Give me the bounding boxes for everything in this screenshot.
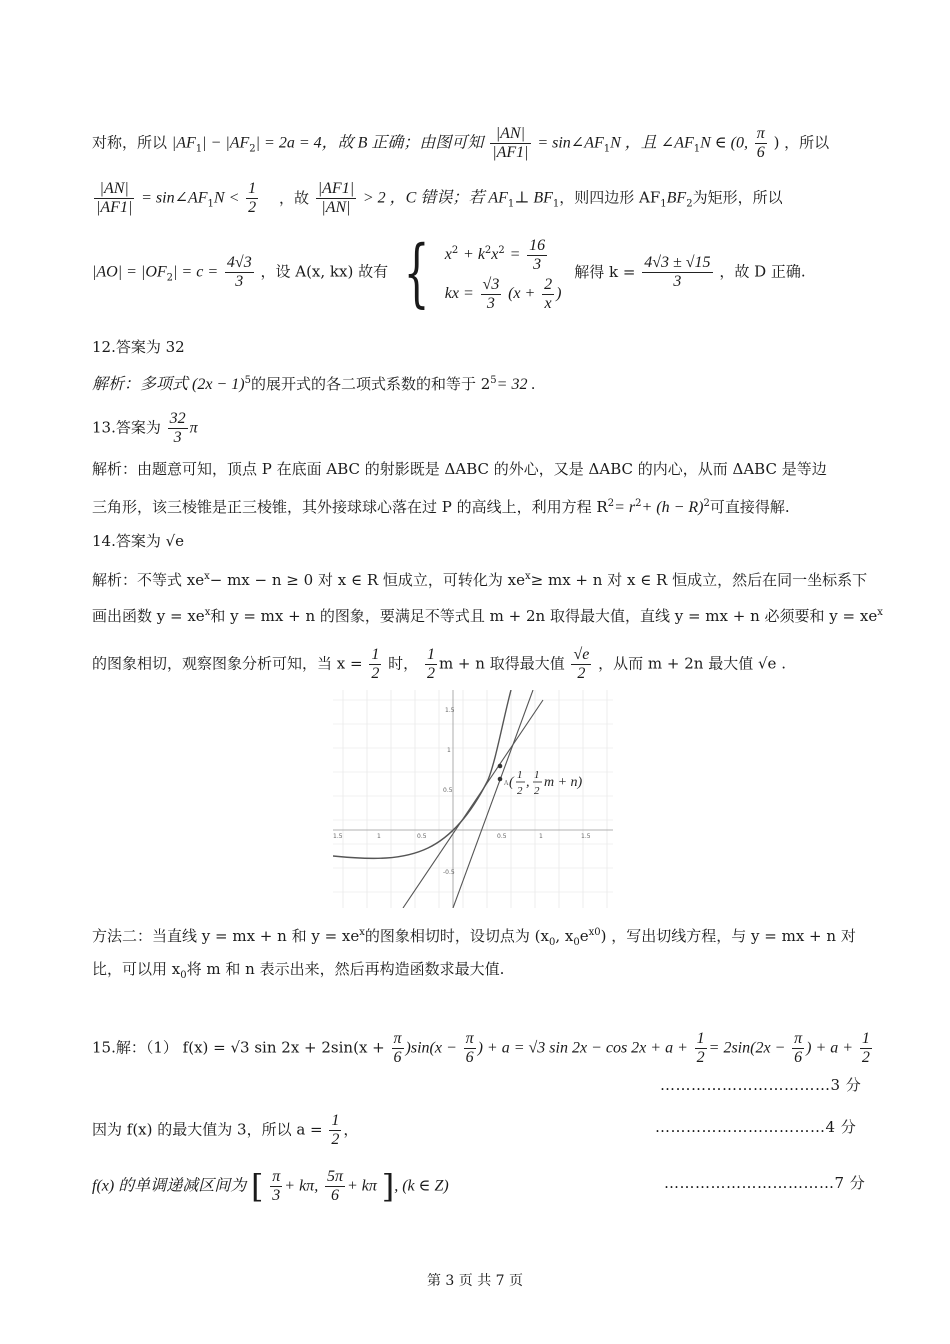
math: = [509,246,521,263]
score-3: ……………………………3 分 [660,1076,862,1094]
fraction-af1-an [316,180,356,217]
text: 13.答案为 [92,418,161,437]
den: 6 [465,1049,474,1066]
num: |AN| [490,125,530,144]
sub: 0 [548,937,556,948]
fraction-1-2 [369,646,381,683]
fraction-16-3 [527,237,547,274]
equation-system [445,232,562,313]
page-footer: 第 3 页 共 7 页 [426,1273,524,1289]
graph-bg [333,690,613,908]
line-system [92,229,862,316]
sub: 1 [195,143,203,155]
text: 解得 k = [574,262,636,281]
sub: 1 [552,198,560,210]
math: + (h − R) [641,499,704,516]
num: 1 [371,646,380,663]
num: 1 [248,180,257,197]
den: 2 [331,1131,340,1148]
math: + kπ, [284,1177,319,1195]
solution-15-line1 [92,1030,870,1067]
num: 16 [529,236,546,254]
num: 1 [861,1030,870,1047]
num: |AF1| [317,180,355,197]
text: 和 y = mx + n 的图象，要满足不等式且 m + 2n 取得最大值，直线 y = mx + n 必须要和 y = xe [210,607,878,625]
math: (x + [508,285,536,302]
method-two-line2 [92,958,862,987]
math: N ∈ (0, [700,134,748,152]
fraction-1-2 [329,1112,341,1149]
sup: 2 [451,245,459,256]
fraction-pi-6 [792,1030,804,1067]
sup: 5 [490,375,497,386]
math: | − |AF [202,134,250,152]
comma: , [526,775,530,790]
fraction-root3-3 [481,276,502,313]
tick-x: 1 [377,833,381,840]
den: 2 [248,199,257,216]
num: π [272,1168,281,1185]
sup: x [525,571,531,582]
fraction-1-2 [425,646,437,683]
analysis-13-line2 [92,493,862,519]
fraction-1-2 [860,1030,872,1067]
sup: 2 [703,498,710,509]
math: N < [213,189,240,207]
sub: 1 [507,198,515,210]
text: ，故 D 正确. [719,262,806,281]
text: 解析：多项式 (2x − 1) [92,376,245,393]
den: 2 [577,665,586,682]
tick-x: 1.5 [333,833,343,840]
text: 的图象相切，观察图象分析可知，当 x = [92,654,363,673]
num: 1 [696,1030,705,1047]
num: π [393,1030,402,1047]
sub: 1 [693,143,701,155]
sup: 5 [244,375,251,386]
fraction-pi-6 [755,125,767,162]
sup: 2 [607,498,615,509]
num: 4√3 [226,254,252,271]
score-4: ……………………………4 分 [655,1118,857,1136]
answer-12: 12.答案为 32 [92,338,185,356]
tick-x: 0.5 [497,833,507,840]
fraction-1-2 [246,180,258,217]
analysis-13-line1: 解析：由题意可知，顶点 P 在底面 ABC 的射影既是 ΔABC 的外心，又是 ΔABC 的内心，从而 ΔABC 是等边 [92,460,827,478]
math: x [444,246,452,263]
sub: 0 [180,970,187,981]
num: 1 [517,769,523,781]
num: |AN| [94,180,134,199]
text: 三角形，该三棱锥是正三棱锥，其外接球球心落在过 P 的高线上，利用方程 R [92,498,608,516]
text: 对称，所以 [92,133,168,152]
fraction-an-af1 [94,180,134,217]
sub: 2 [166,272,174,284]
tick-x: 1 [539,833,543,840]
num: 1 [331,1112,340,1129]
text: 方法二：当直线 y = mx + n 和 y = xe [92,927,360,945]
num: 32 [169,410,186,427]
den: 3 [486,294,495,312]
sup: 2 [484,245,492,256]
math: = 2sin(2x − [708,1039,786,1057]
analysis-14-line3 [92,646,862,683]
bracket-right: ] [381,1167,395,1206]
text: 因为 f(x) 的最大值为 3，所以 a = [92,1120,323,1139]
den: 6 [330,1187,339,1204]
tangent-point-a [498,777,503,782]
num: 2 [544,275,553,293]
den: 3 [533,255,542,273]
num: π [756,125,765,142]
sup: 2 [498,245,505,256]
sup: x [204,571,210,582]
den: |AN| [321,199,351,216]
sup: x [359,927,365,938]
line-symmetry [92,125,862,162]
den: 6 [794,1049,803,1066]
text: ，设 A(x, kx) 故有 [260,262,389,281]
math: x [491,246,499,263]
math: |AF [171,134,196,152]
sub: 2 [249,143,256,155]
tick-x: 0.5 [417,833,427,840]
sup: x0 [588,927,601,938]
text: 画出函数 y = xe [92,607,205,625]
sup: x [204,607,211,618]
tick-y: 1.5 [445,707,455,714]
tick-x: 1.5 [581,833,591,840]
math: > 2 ，C 错误；若 AF [362,189,508,207]
bracket-left: [ [251,1167,264,1206]
sub: 1 [603,143,611,155]
num: π [794,1030,803,1047]
text: 解析：不等式 xe [92,571,205,589]
fraction-4root3-3 [225,254,254,291]
method-two-line1 [92,922,862,954]
math: + k [463,246,485,263]
text: ， [343,1120,359,1139]
math: ) [556,285,562,302]
score-7: ……………………………7 分 [664,1174,866,1192]
math: = sin∠AF [537,134,604,152]
math: )sin(x − [405,1039,457,1057]
den: 6 [756,144,765,161]
text: 将 m 和 n 表示出来，然后再构造函数求最大值. [186,960,505,978]
analysis-14-line2 [92,602,883,627]
text: f(x) 的单调递减区间为 [92,1177,247,1195]
den: 2 [861,1049,870,1066]
text: ) ，所以 [773,133,830,152]
den: 6 [393,1049,402,1066]
den: 2 [371,665,380,682]
num: 1 [534,769,540,781]
fraction-k-solution [642,254,712,291]
math: kx = [444,285,474,302]
den: 2 [534,785,540,797]
fraction-pi-3 [270,1168,282,1205]
math: BF [666,189,687,207]
math: π [189,419,198,437]
text: , x [555,927,574,945]
fraction-2-x [542,276,554,313]
sub: 0 [573,937,580,948]
fraction-pi-6 [392,1030,404,1067]
num: 4√3 ± √15 [644,254,711,271]
equation-2 [445,274,562,313]
math: + kπ [347,1177,377,1195]
text: 的图象相切时，设切点为 (x [364,927,549,945]
system-brace: { [403,229,430,316]
tick-y: 0.5 [443,787,453,794]
text: ≥ mx + n 对 x ∈ R 恒成立，然后在同一坐标系下 [530,571,868,589]
text: − mx − n ≥ 0 对 x ∈ R 恒成立，可转化为 xe [209,571,525,589]
tangent-graph [333,690,613,908]
fraction-pi-6 [464,1030,476,1067]
fraction-roote-2 [571,646,591,683]
den: 2 [696,1049,705,1066]
num: √e [573,646,590,663]
text: 比，可以用 x [92,960,181,978]
math: ) + a = √3 sin 2x − cos 2x + a + [477,1039,688,1057]
tick-y: 1 [447,747,451,754]
fraction-5pi-6 [325,1168,345,1205]
num: √3 [482,275,500,293]
text: = 32 . [496,376,536,393]
den: x [544,294,552,312]
fraction-1-2 [695,1030,707,1067]
math: | = 2a = 4，故 B 正确；由图可知 [255,134,484,152]
math: N ，且 ∠AF [610,134,694,152]
text: ，则四边形 AF [559,188,661,207]
text: 时， [388,654,419,673]
sup: x [877,607,883,618]
text: ，故 [278,188,309,207]
analysis-14-line1 [92,566,868,591]
math: = sin∠AF [141,189,208,207]
sup: 2 [635,498,642,509]
math: ⊥ BF [514,189,553,207]
math: ) + a + [806,1039,854,1057]
line-sin-angle [92,180,862,217]
text: ) ，写出切线方程，与 y = mx + n 对 [600,927,856,945]
tick-y: -0.5 [443,869,455,876]
intersection-point [498,764,503,769]
num: π [465,1030,474,1047]
sub: 2 [686,198,693,210]
math: |AO| = |OF [92,263,167,281]
text: 15.解：（1） f(x) = √3 sin 2x + 2sin(x + [92,1038,385,1057]
text: 可直接得解. [709,498,790,516]
text: m + n 取得最大值 [438,654,565,673]
math: = r [614,499,636,516]
analysis-12 [92,370,862,396]
den: 2 [517,785,523,797]
sub: 1 [207,198,214,210]
num: 1 [426,646,435,663]
text: 为矩形，所以 [692,188,783,207]
point-label-a: A [504,780,509,787]
den: |AF1| [96,199,133,216]
den: 2 [426,665,435,682]
sub: 1 [660,198,667,210]
answer-14: 14.答案为 √e [92,532,185,550]
den: 3 [235,273,244,290]
fraction-32-3 [168,410,188,447]
answer-13 [92,410,862,447]
den: 3 [173,429,182,446]
den: 3 [673,273,682,290]
num: 5π [326,1168,343,1185]
fraction-an-af1 [490,125,530,162]
equation-1 [445,232,562,274]
text: 的展开式的各二项式系数的和等于 2 [250,375,491,393]
mn: m + n) [544,775,583,790]
den: |AF1| [492,144,529,161]
math: | = c = [173,263,219,281]
text: ，从而 m + 2n 最大值 √e . [598,654,786,673]
paren: ( [509,775,514,790]
math: , (k ∈ Z) [394,1177,449,1195]
den: 3 [272,1187,281,1204]
text: e [579,927,589,945]
